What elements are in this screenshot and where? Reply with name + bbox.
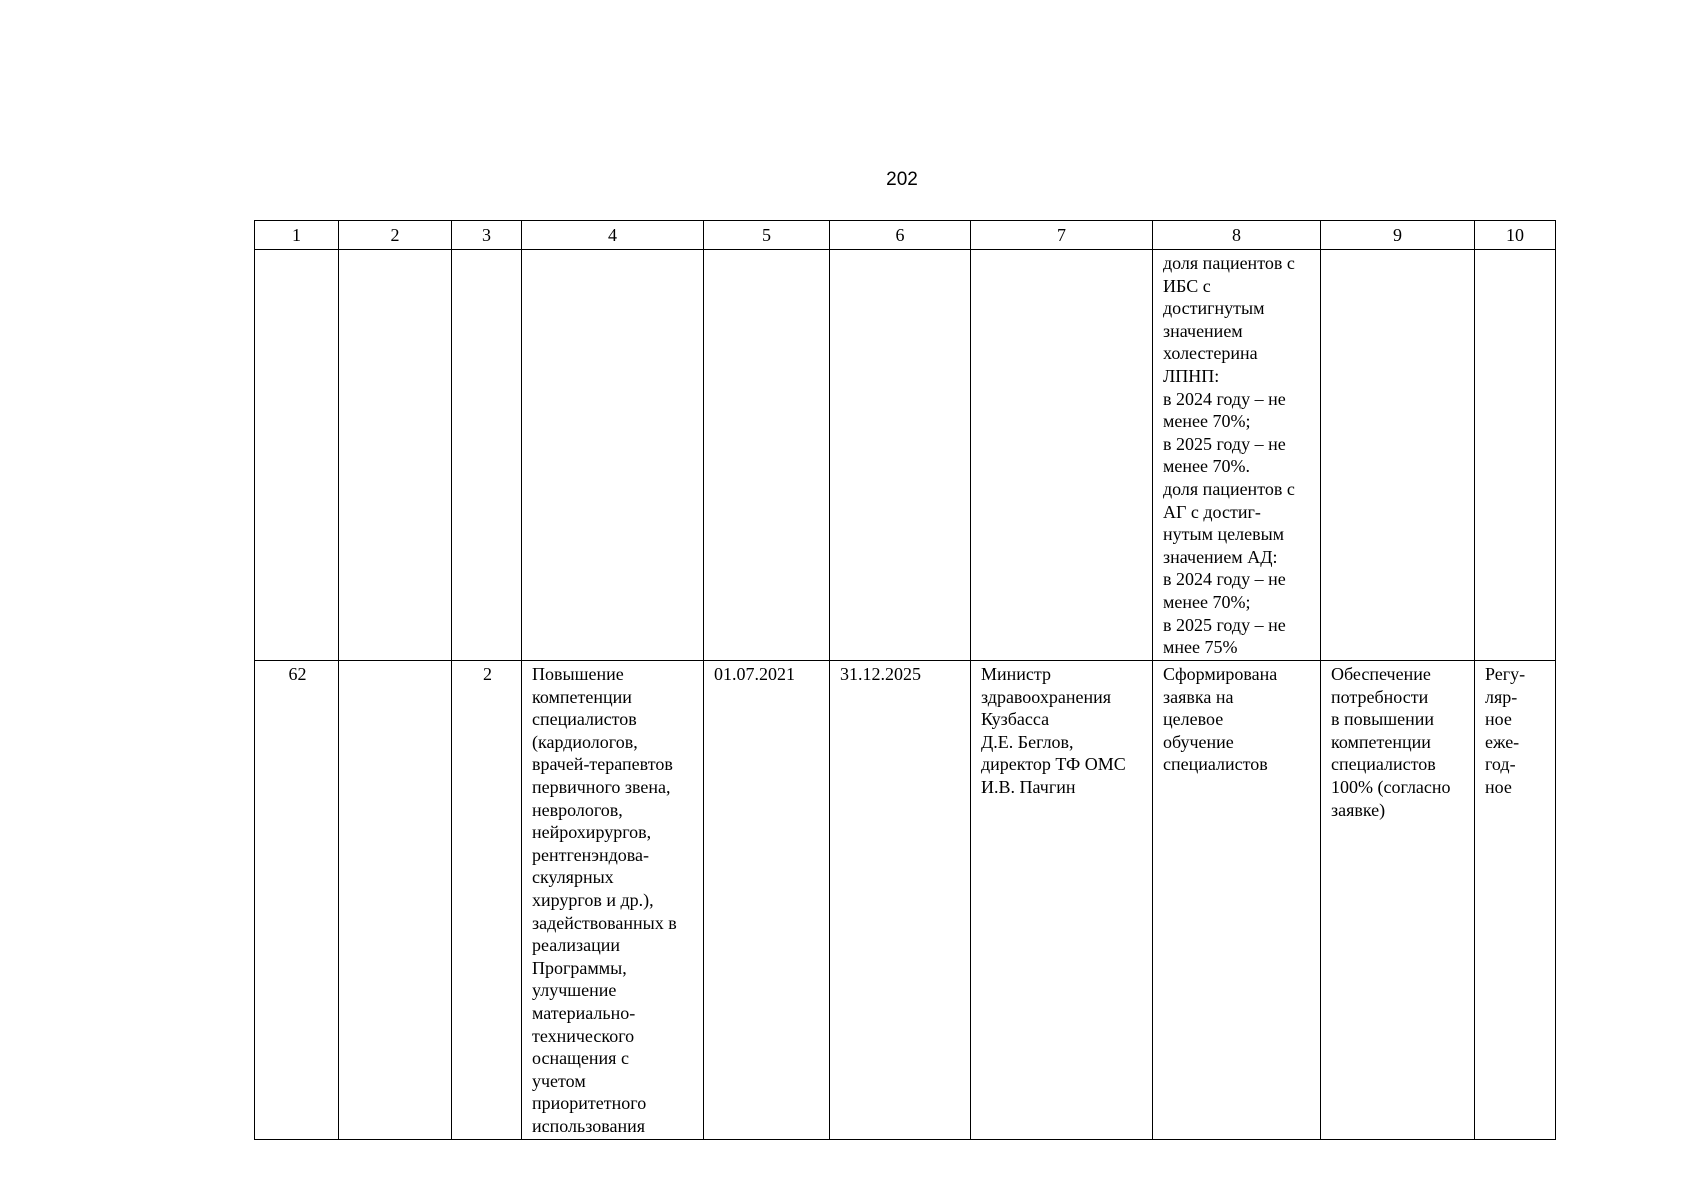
text-line: еже- bbox=[1485, 731, 1520, 752]
text-line: ное bbox=[1485, 709, 1512, 730]
text-line: ляр- bbox=[1485, 686, 1518, 707]
col-header-3: 3 bbox=[452, 221, 522, 250]
text-line: Регу- bbox=[1485, 664, 1526, 684]
cell-row-a-indicators bbox=[1153, 250, 1321, 661]
col-header-6: 6 bbox=[830, 221, 971, 250]
cell-row-a-col-9 bbox=[1321, 250, 1475, 661]
text-line: в 2025 году – не bbox=[1163, 614, 1286, 635]
cell-start-date: 01.07.2021 bbox=[704, 661, 830, 1140]
cell-indicator bbox=[1321, 661, 1475, 1140]
text-line: здравоохранения bbox=[981, 686, 1112, 707]
text-line: в повышении bbox=[1331, 709, 1434, 730]
col-header-2: 2 bbox=[339, 221, 452, 250]
text-line: целевое bbox=[1163, 709, 1224, 730]
table-row-continued bbox=[255, 250, 1556, 661]
text-line: Министр bbox=[981, 664, 1051, 684]
text-line: улучшение bbox=[532, 980, 617, 1001]
col-header-10: 10 bbox=[1475, 221, 1556, 250]
text-line: нейрохирургов, bbox=[532, 822, 652, 843]
text-line: компетенции bbox=[1331, 731, 1431, 752]
text-line: значением АД: bbox=[1163, 546, 1278, 567]
text-line: заявка на bbox=[1163, 686, 1234, 707]
text-line: учетом bbox=[532, 1070, 586, 1091]
text-line: заявке) bbox=[1331, 799, 1386, 820]
cell-periodicity bbox=[1475, 661, 1556, 1140]
cell-responsible bbox=[971, 661, 1153, 1140]
cell-row-b-col-3: 2 bbox=[452, 661, 522, 1140]
col-header-1: 1 bbox=[255, 221, 339, 250]
text-line: Кузбасса bbox=[981, 709, 1050, 730]
text-line: нутым целевым bbox=[1163, 524, 1285, 545]
text-line: (кардиологов, bbox=[532, 731, 638, 752]
text-line: достигнутым bbox=[1163, 298, 1265, 319]
cell-row-b-col-2 bbox=[339, 661, 452, 1140]
text-line: в 2024 году – не bbox=[1163, 388, 1286, 409]
text-line: ное bbox=[1485, 776, 1512, 797]
cell-row-a-col-10 bbox=[1475, 250, 1556, 661]
text-line: в 2024 году – не bbox=[1163, 569, 1286, 590]
cell-row-a-col-4 bbox=[522, 250, 704, 661]
text-line: Сформирована bbox=[1163, 664, 1278, 684]
col-header-4: 4 bbox=[522, 221, 704, 250]
cell-expected-result bbox=[1153, 661, 1321, 1140]
cell-row-a-col-5 bbox=[704, 250, 830, 661]
text-line: Повышение bbox=[532, 664, 624, 684]
text-line: в 2025 году – не bbox=[1163, 433, 1286, 454]
text-line: неврологов, bbox=[532, 799, 623, 820]
text-line: менее 70%; bbox=[1163, 591, 1251, 612]
text-line: АГ с достиг- bbox=[1163, 501, 1261, 522]
text-line: год- bbox=[1485, 754, 1516, 775]
text-line: значением bbox=[1163, 320, 1243, 341]
plan-table bbox=[254, 220, 1556, 1140]
text-line: доля пациентов с bbox=[1163, 253, 1295, 273]
text-line: Обеспечение bbox=[1331, 664, 1431, 684]
text-line: Программы, bbox=[532, 957, 627, 978]
text-line: холестерина bbox=[1163, 343, 1258, 364]
col-header-7: 7 bbox=[971, 221, 1153, 250]
text-line: 100% (согласно bbox=[1331, 776, 1451, 797]
page-number: 202 bbox=[886, 169, 918, 190]
text-line: Д.Е. Беглов, bbox=[981, 731, 1074, 752]
text-line: менее 70%; bbox=[1163, 411, 1251, 432]
cell-measure-description bbox=[522, 661, 704, 1140]
column-number-row bbox=[255, 221, 1556, 250]
text-line: потребности bbox=[1331, 686, 1429, 707]
col-header-9: 9 bbox=[1321, 221, 1475, 250]
text-line: ЛПНП: bbox=[1163, 365, 1220, 386]
text-line: менее 70%. bbox=[1163, 456, 1250, 477]
cell-row-number: 62 bbox=[255, 661, 339, 1140]
cell-end-date: 31.12.2025 bbox=[830, 661, 971, 1140]
cell-row-a-col-2 bbox=[339, 250, 452, 661]
cell-row-a-col-6 bbox=[830, 250, 971, 661]
text-line: хирургов и др.), bbox=[532, 889, 654, 910]
text-line: специалистов bbox=[1331, 754, 1436, 775]
cell-row-a-col-7 bbox=[971, 250, 1153, 661]
text-line: И.В. Пачгин bbox=[981, 776, 1076, 797]
text-line: специалистов bbox=[1163, 754, 1268, 775]
col-header-8: 8 bbox=[1153, 221, 1321, 250]
text-line: материально- bbox=[532, 1002, 636, 1023]
text-line: первичного звена, bbox=[532, 776, 671, 797]
text-line: рентгенэндова- bbox=[532, 844, 650, 865]
text-line: использования bbox=[532, 1115, 646, 1136]
text-line: специалистов bbox=[532, 709, 637, 730]
text-line: технического bbox=[532, 1025, 635, 1046]
text-line: директор ТФ ОМС bbox=[981, 754, 1126, 775]
text-line: обучение bbox=[1163, 731, 1234, 752]
text-line: компетенции bbox=[532, 686, 632, 707]
cell-row-a-col-3 bbox=[452, 250, 522, 661]
text-line: ИБС с bbox=[1163, 275, 1211, 296]
text-line: приоритетного bbox=[532, 1093, 647, 1114]
text-line: врачей-терапевтов bbox=[532, 754, 673, 775]
text-line: оснащения с bbox=[532, 1048, 629, 1069]
col-header-5: 5 bbox=[704, 221, 830, 250]
text-line: задействованных в bbox=[532, 912, 677, 933]
table-row-62 bbox=[255, 661, 1556, 1140]
cell-row-a-col-1 bbox=[255, 250, 339, 661]
text-line: доля пациентов с bbox=[1163, 478, 1295, 499]
text-line: скулярных bbox=[532, 867, 614, 888]
text-line: реализации bbox=[532, 935, 620, 956]
text-line: мнее 75% bbox=[1163, 637, 1238, 658]
